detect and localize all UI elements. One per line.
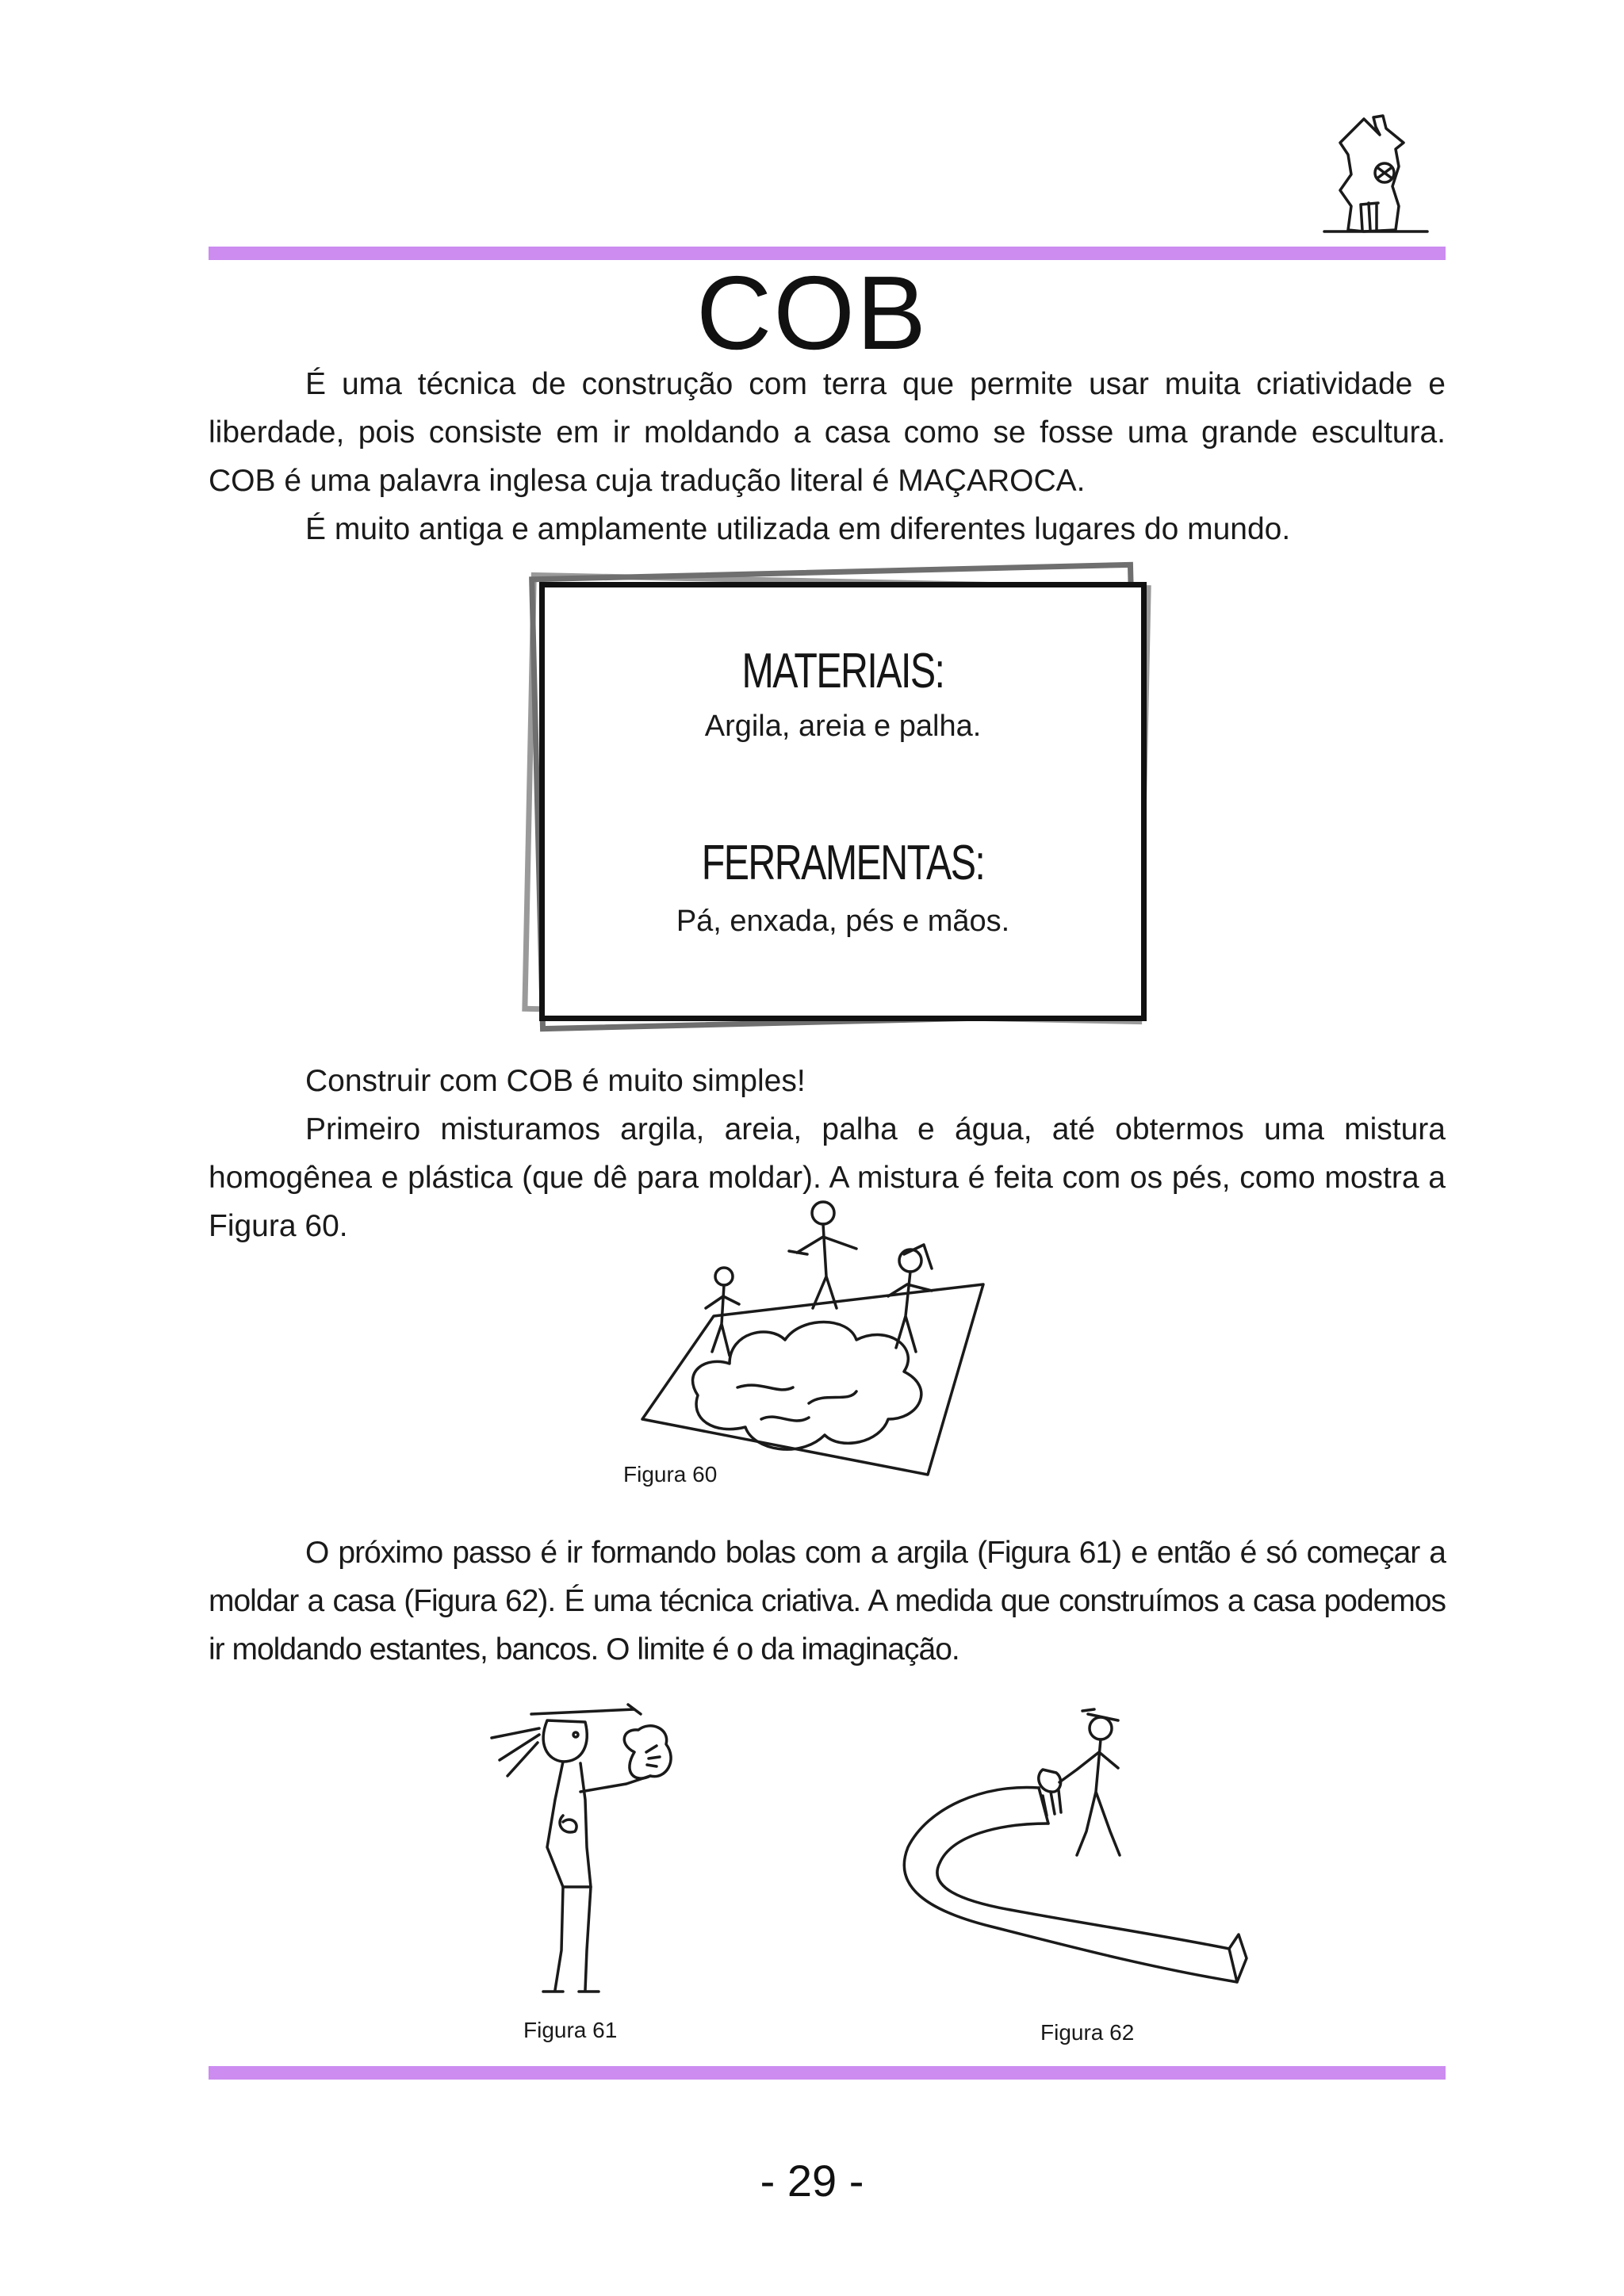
figure-61-illustration xyxy=(444,1697,714,2014)
house-logo-icon xyxy=(1316,111,1435,246)
process-paragraph-2: Primeiro misturamos argila, areia, palha e água, até obtermos uma mistura homogênea e plástica (que dê para moldar). A mistura é feita com os pés, como mostra a Figura 60. xyxy=(209,1112,1446,1243)
figure-60-illustration xyxy=(619,1189,999,1490)
intro-paragraph-2: É muito antiga e amplamente utilizada em diferentes lugares do mundo. xyxy=(305,512,1291,546)
figure-60-caption: Figura 60 xyxy=(623,1462,718,1487)
page-title: COB xyxy=(695,254,929,371)
bottom-rule xyxy=(209,2066,1446,2080)
figure-62-caption: Figura 62 xyxy=(1040,2020,1135,2045)
next-step-section xyxy=(209,1529,1446,1674)
next-step-paragraph: O próximo passo é ir formando bolas com a argila (Figura 61) e então é só começar a moldar a casa (Figura 62). É uma técnica criativa. A medida que construímos a casa podemos ir moldando estantes, bancos. O limite é o da imaginação. xyxy=(209,1536,1446,1667)
intro-section xyxy=(209,360,1446,553)
intro-paragraph-1: É uma técnica de construção com terra que permite usar muita criatividade e liberdade, pois consiste em ir moldando a casa como se fosse uma grande escultura. COB é uma palavra inglesa cuja tradução literal é MAÇAROCA. xyxy=(209,367,1446,498)
materials-text: Argila, areia e palha. xyxy=(704,710,982,743)
figure-61-caption: Figura 61 xyxy=(523,2018,618,2042)
tools-text: Pá, enxada, pés e mãos. xyxy=(676,905,1010,938)
materials-heading: MATERIAIS: xyxy=(741,644,944,698)
materials-box xyxy=(539,582,1147,1021)
figure-62-illustration xyxy=(880,1697,1277,2030)
tools-heading: FERRAMENTAS: xyxy=(701,836,985,890)
process-paragraph-1: Construir com COB é muito simples! xyxy=(305,1064,806,1098)
page-number: - 29 - xyxy=(760,2156,864,2206)
